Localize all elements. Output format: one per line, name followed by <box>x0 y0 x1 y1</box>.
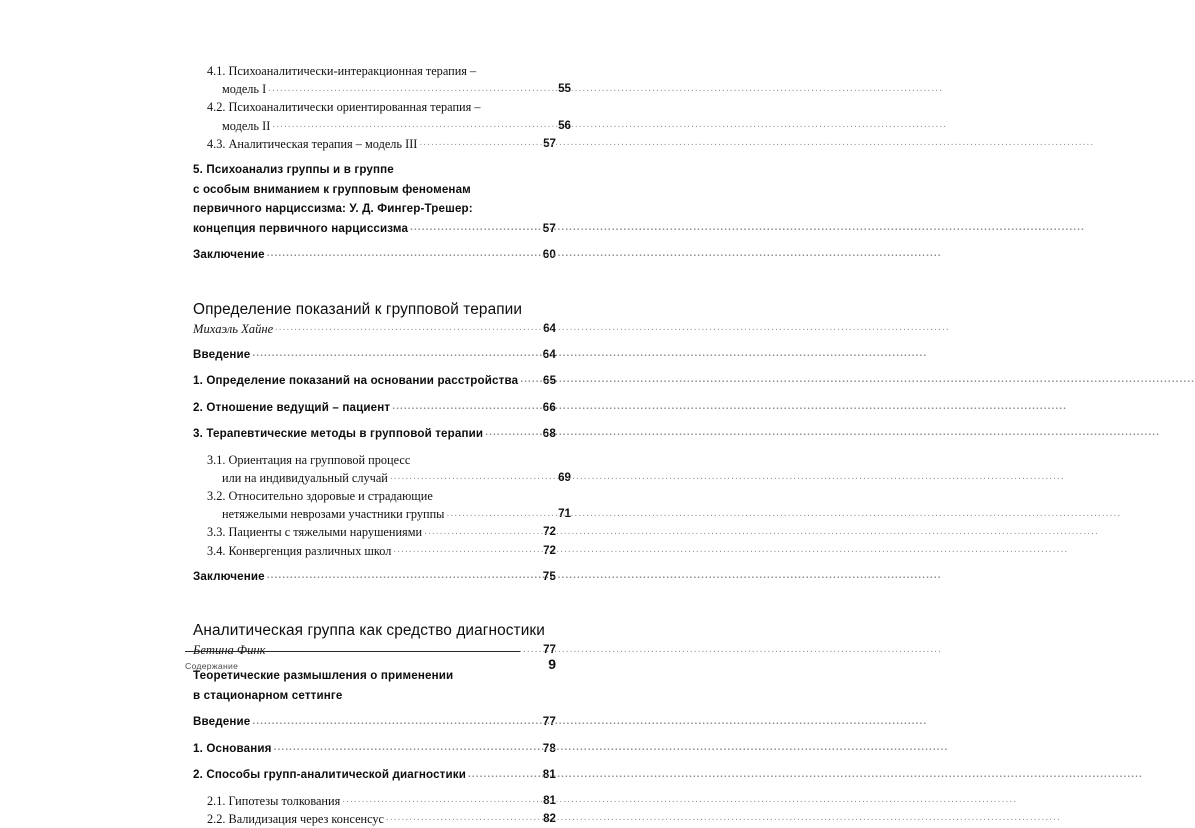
toc-entry-text: 1. Основания <box>193 741 272 755</box>
toc-entry[interactable] <box>193 666 556 705</box>
toc-entry-text: 2.2. Валидизация через консенсус <box>207 811 385 826</box>
toc-entry-line <box>207 505 571 523</box>
toc-page-number: 81 <box>543 793 556 807</box>
dot-leader <box>424 529 526 541</box>
toc-page-number: 69 <box>558 470 571 484</box>
toc-page-number: 64 <box>542 347 556 361</box>
toc-entry-text: нетяжелыми неврозами участники группы <box>222 507 445 522</box>
toc-page-number: 64 <box>543 321 556 335</box>
toc-page-number: 56 <box>558 118 571 132</box>
dot-leader <box>274 747 526 759</box>
toc-entry-line <box>207 792 556 810</box>
spacer <box>193 265 556 299</box>
toc-entry[interactable] <box>193 523 556 541</box>
toc-entry-text: первичного нарциссизма: У. Д. Фингер-Трешер: <box>193 202 473 216</box>
toc-page-number: 57 <box>542 221 556 235</box>
toc-entry[interactable] <box>193 765 556 785</box>
toc-entry[interactable] <box>193 810 556 828</box>
toc-page-number: 75 <box>542 569 556 583</box>
dot-leader <box>419 141 526 153</box>
toc-entry-text: Теоретические размышления о применении <box>193 669 454 683</box>
toc-entry[interactable] <box>193 299 556 320</box>
toc-entry-line <box>193 620 556 641</box>
toc-entry-text: Михаэль Хайне <box>193 321 274 336</box>
toc-entry-line <box>207 62 556 80</box>
toc-entry-text: Заключение <box>193 569 265 583</box>
toc-entry-text: Заключение <box>193 248 265 262</box>
toc-entry-text: 1. Определение показаний на основании расстройства <box>193 374 519 388</box>
toc-entry-line <box>193 371 556 391</box>
page-footer <box>185 651 556 672</box>
toc-entry-line <box>193 712 556 732</box>
footer-label: Содержание <box>185 661 239 671</box>
spacer <box>193 153 556 160</box>
dot-leader <box>342 798 526 810</box>
toc-entry-line <box>207 523 556 541</box>
toc-entry-line <box>193 567 556 587</box>
toc-entry[interactable] <box>193 712 556 732</box>
toc-entry[interactable] <box>193 567 556 587</box>
toc-page-number: 60 <box>542 248 556 262</box>
toc-entry[interactable] <box>193 98 571 134</box>
dot-leader <box>520 379 526 391</box>
toc-page-number: 68 <box>542 427 556 441</box>
dot-leader <box>252 720 526 732</box>
dot-leader <box>468 773 526 785</box>
toc-entry-line <box>207 469 571 487</box>
table-of-contents <box>193 62 571 828</box>
toc-entry[interactable] <box>193 792 556 810</box>
dot-leader <box>390 475 541 487</box>
toc-entry-text: Введение <box>193 347 251 361</box>
toc-entry[interactable] <box>193 398 556 418</box>
toc-entry-text: 5. Психоанализ группы и в группе <box>193 163 394 177</box>
toc-entry-text: 2. Способы групп-аналитической диагностики <box>193 768 467 782</box>
toc-entry-line <box>207 451 556 469</box>
toc-page-number: 66 <box>542 400 556 414</box>
toc-page-number: 55 <box>558 82 571 96</box>
toc-entry-line <box>193 686 556 706</box>
toc-entry[interactable] <box>193 739 556 759</box>
toc-entry-line <box>193 320 556 338</box>
toc-entry-text: в стационарном сеттинге <box>193 688 343 702</box>
toc-entry-text: или на индивидуальный случай <box>222 470 388 485</box>
dot-leader <box>275 325 526 338</box>
toc-entry-line <box>193 345 556 365</box>
toc-entry-line <box>207 117 571 135</box>
toc-entry-line <box>193 245 556 265</box>
toc-entry-line <box>207 542 556 560</box>
toc-entry[interactable] <box>193 371 556 391</box>
spacer <box>193 586 556 620</box>
dot-leader <box>410 226 526 238</box>
toc-entry-text: Введение <box>193 715 251 729</box>
toc-entry-text: 2. Отношение ведущий – пациент <box>193 400 391 414</box>
toc-page-number: 77 <box>543 643 556 657</box>
toc-entry-text: 3.2. Относительно здоровые и страдающие <box>207 488 433 503</box>
toc-entry[interactable] <box>193 345 556 365</box>
page-number: 9 <box>548 656 556 672</box>
toc-entry-text: 3.3. Пациенты с тяжелыми нарушениями <box>207 525 423 540</box>
toc-page-number: 82 <box>543 811 556 825</box>
dot-leader <box>272 123 541 135</box>
toc-page-number: 72 <box>543 525 556 539</box>
toc-entry-text: 3.1. Ориентация на групповой процесс <box>207 452 411 467</box>
toc-entry[interactable] <box>193 62 571 98</box>
toc-page-number: 71 <box>558 507 571 521</box>
toc-entry[interactable] <box>193 245 556 265</box>
dot-leader <box>392 405 526 417</box>
toc-entry-line <box>207 487 556 505</box>
spacer <box>193 444 556 451</box>
dot-leader <box>485 432 526 444</box>
toc-entry-line <box>193 219 556 239</box>
toc-entry-text: 4.3. Аналитическая терапия – модель III <box>207 136 418 151</box>
spacer <box>193 364 556 371</box>
toc-entry[interactable] <box>193 542 556 560</box>
toc-entry-line <box>193 424 556 444</box>
toc-page-number: 57 <box>543 136 556 150</box>
toc-entry-text: концепция первичного нарциссизма <box>193 221 409 235</box>
toc-entry-line <box>193 739 556 759</box>
toc-entry-line <box>193 299 556 320</box>
footer-row <box>185 656 556 672</box>
toc-entry[interactable] <box>193 320 556 338</box>
toc-entry-text: 3.4. Конвергенция различных школ <box>207 543 392 558</box>
toc-entry-line <box>193 765 556 785</box>
toc-entry[interactable] <box>193 160 556 238</box>
toc-page-number: 81 <box>542 768 556 782</box>
dot-leader <box>393 547 526 559</box>
toc-entry-line <box>193 199 556 219</box>
toc-entry-text: 4.2. Психоаналитически ориентированная терапия – <box>207 100 481 115</box>
toc-entry-line <box>207 810 556 828</box>
dot-leader <box>446 511 541 523</box>
toc-entry-text: 4.1. Психоаналитически-интеракционная терапия – <box>207 64 477 78</box>
toc-page-number: 78 <box>542 741 556 755</box>
dot-leader <box>252 352 526 364</box>
dot-leader <box>267 253 526 265</box>
toc-entry-line <box>193 398 556 418</box>
toc-entry-line <box>193 180 556 200</box>
toc-entry-line <box>193 160 556 180</box>
toc-entry-line <box>207 98 556 116</box>
toc-entry-text: Аналитическая группа как средство диагностики <box>193 622 545 640</box>
toc-entry-line <box>207 80 571 98</box>
toc-entry-text: модель I <box>222 82 267 97</box>
toc-entry[interactable] <box>193 620 556 641</box>
toc-entry[interactable] <box>193 451 571 487</box>
toc-entry-text: с особым вниманием к групповым феноменам <box>193 182 471 196</box>
toc-page-number: 72 <box>543 543 556 557</box>
dot-leader <box>268 86 541 98</box>
dot-leader <box>267 575 526 587</box>
toc-entry[interactable] <box>193 487 571 523</box>
dot-leader <box>386 816 526 828</box>
toc-entry-text: 2.1. Гипотезы толкования <box>207 793 341 808</box>
toc-page-number: 77 <box>542 715 556 729</box>
footer-divider <box>185 651 520 652</box>
toc-page-number: 65 <box>543 374 557 388</box>
toc-entry[interactable] <box>193 424 556 444</box>
toc-entry-line <box>207 135 556 153</box>
toc-entry-text: 3. Терапевтические методы в групповой терапии <box>193 427 484 441</box>
toc-entry-text: Определение показаний к групповой терапии <box>193 300 523 318</box>
toc-entry[interactable] <box>193 135 556 153</box>
toc-entry-text: модель II <box>222 118 271 133</box>
